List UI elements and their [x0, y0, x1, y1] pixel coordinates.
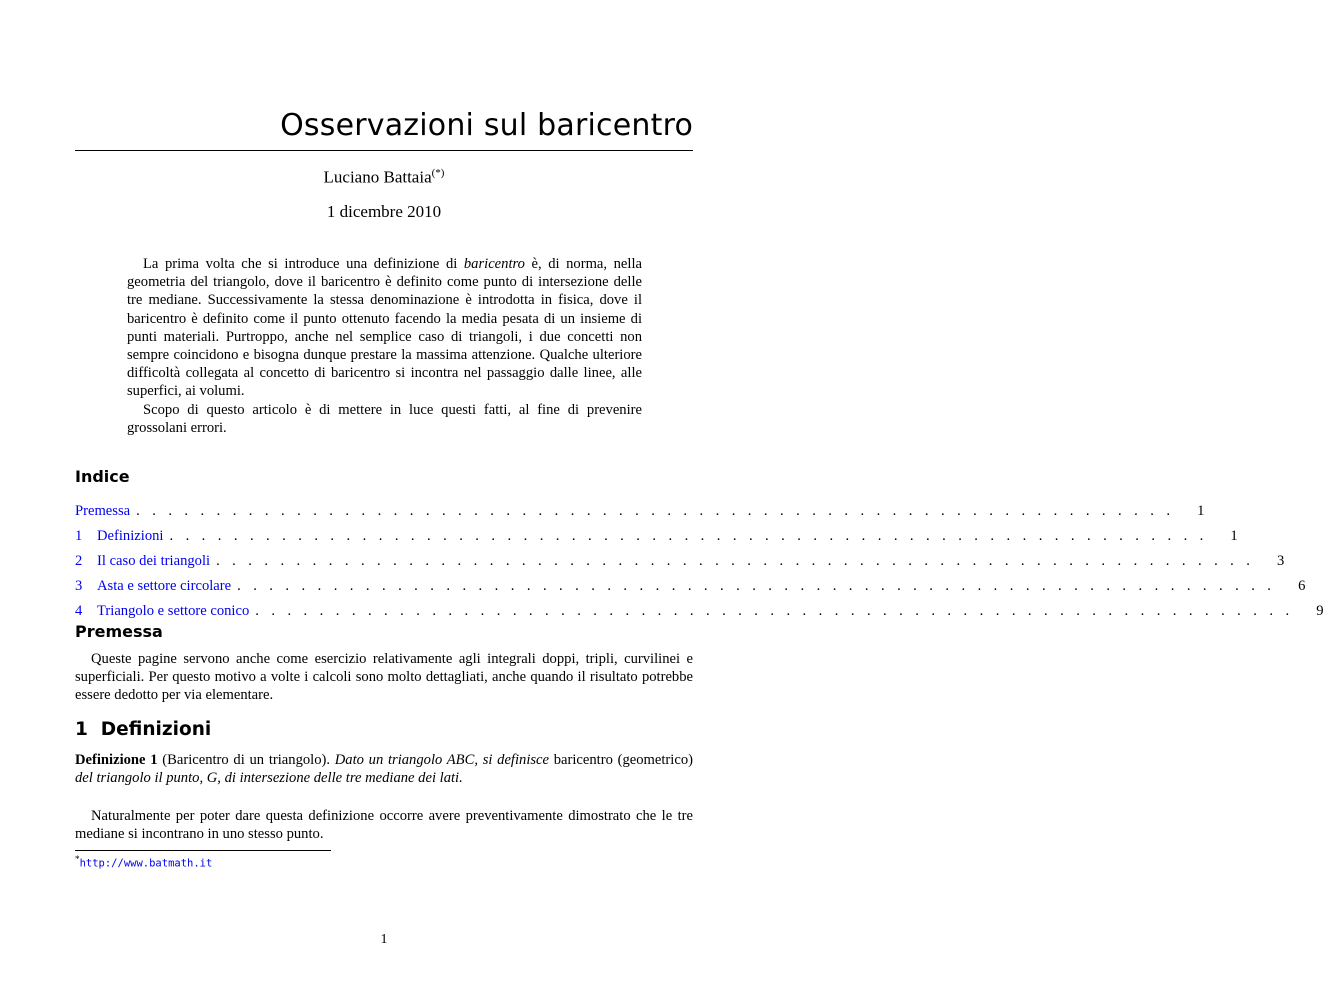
definition-1: Definizione 1 (Baricentro di un triangolo). Dato un triangolo ABC, si definisce baricentro (geometrico) del triangolo il punto, G, di intersezione delle tre mediane dei lati. — [75, 752, 693, 787]
toc-entry-title[interactable]: Premessa — [75, 503, 131, 519]
toc-entry-asta[interactable] — [75, 578, 1306, 603]
toc-entry-page: 1 — [1197, 503, 1205, 519]
page-number: 1 — [380, 932, 388, 947]
toc-entry-definizioni[interactable] — [75, 528, 1238, 553]
footnote-url-link[interactable]: http://www.batmath.it — [79, 857, 213, 870]
toc-entry-number[interactable]: 4 — [75, 603, 83, 619]
toc-leader-dots: . . . . . . . . . . . . . . . . . . . . . . . . . . . . . . . . . . . . . . . . . . . . . . . . . . . . . . . . . . . . . . . . . — [216, 553, 1255, 569]
toc-leader-dots: . . . . . . . . . . . . . . . . . . . . . . . . . . . . . . . . . . . . . . . . . . . . . . . . . . . . . . . . . . . . . . . . . — [237, 578, 1276, 594]
author-line — [0, 167, 768, 188]
author-name: Luciano Battaia — [323, 167, 432, 187]
toc-entry-triangolo-settore[interactable] — [75, 603, 1324, 628]
toc-entry-page: 3 — [1277, 553, 1285, 569]
toc-entry-page: 9 — [1316, 603, 1324, 619]
toc-entry-page: 6 — [1298, 578, 1306, 594]
toc-entry-number[interactable]: 2 — [75, 553, 83, 569]
definition-term: baricentro — [549, 752, 618, 768]
premessa-paragraph: Queste pagine servono anche come esercizio relativamente agli integrali doppi, tripli, curvilinei e superficiali. Per questo motivo a volte i calcoli sono molto dettagliati, anche quando il risultato potrebbe essere dedotto per via elementare. — [75, 651, 693, 704]
toc-leader-dots: . . . . . . . . . . . . . . . . . . . . . . . . . . . . . . . . . . . . . . . . . . . . . . . . . . . . . . . . . . . . . . . . . — [255, 603, 1294, 619]
abstract — [127, 255, 642, 437]
paper-date: 1 dicembre 2010 — [326, 202, 442, 221]
toc-entry-number[interactable]: 1 — [75, 528, 83, 544]
footnote-mark: * — [75, 854, 80, 864]
footnote — [75, 854, 212, 870]
toc-entry-number[interactable]: 3 — [75, 578, 83, 594]
toc-entry-premessa[interactable] — [75, 503, 1205, 528]
toc-leader-dots: . . . . . . . . . . . . . . . . . . . . . . . . . . . . . . . . . . . . . . . . . . . . . . . . . . . . . . . . . . . . . . . . . — [169, 528, 1208, 544]
section-1-heading: 1 Definizioni — [75, 719, 212, 740]
footnote-rule — [75, 850, 331, 851]
premessa-heading: Premessa — [75, 622, 163, 641]
toc-entry-title[interactable]: Triangolo e settore conico — [97, 603, 250, 619]
abstract-paragraph-2: Scopo di questo articolo è di mettere in luce questi fatti, al fine di prevenire grossolani errori. — [127, 401, 642, 436]
toc-entry-title[interactable]: Definizioni — [97, 528, 164, 544]
toc-entry-title[interactable]: Asta e settore circolare — [97, 578, 232, 594]
toc-entry-page: 1 — [1230, 528, 1238, 544]
title-rule — [75, 150, 693, 151]
abstract-paragraph-1: La prima volta che si introduce una definizione di baricentro è, di norma, nella geometria del triangolo, dove il baricentro è definito come punto di intersezione delle tre mediane. Successivamente la stessa denominazione è introdotta in fisica, dove il baricentro è definito come il punto ottenuto facendo la media pesata di un insieme di punti materiali. Purtroppo, anche nel semplice caso di triangoli, i due concetti non sempre coincidono e bisogna dunque prestare la massima attenzione. Qualche ulteriore difficoltà collegata al concetto di baricentro si incontra nel passaggio dalle linee, alle superfici, ai volumi. — [127, 256, 642, 400]
toc-heading: Indice — [75, 467, 130, 486]
toc-entry-title[interactable]: Il caso dei triangoli — [97, 553, 211, 569]
definition-remark: Naturalmente per poter dare questa definizione occorre avere preventivamente dimostrato che le tre mediane si incontrano in uno stesso punto. — [75, 808, 693, 843]
toc-leader-dots: . . . . . . . . . . . . . . . . . . . . . . . . . . . . . . . . . . . . . . . . . . . . . . . . . . . . . . . . . . . . . . . . . — [136, 503, 1175, 519]
paper-title: Osservazioni sul baricentro — [280, 108, 693, 143]
toc-entry-triangoli[interactable] — [75, 553, 1285, 578]
definition-label: Definizione 1 — [75, 752, 158, 768]
author-footnote-mark[interactable]: (*) — [431, 167, 445, 179]
table-of-contents — [75, 503, 1324, 628]
